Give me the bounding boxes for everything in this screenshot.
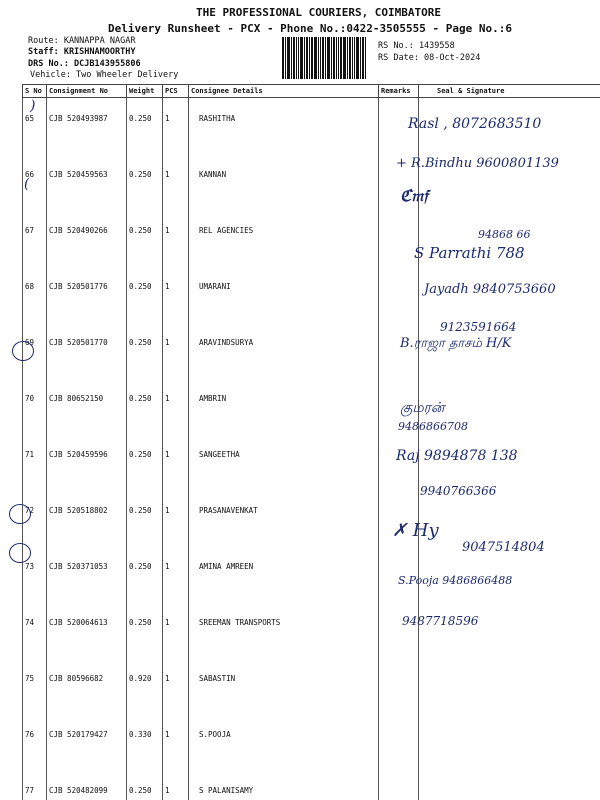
- row-remarks: [379, 210, 419, 266]
- row-weight: 0.250: [127, 546, 163, 602]
- tick-mark: (: [24, 176, 30, 192]
- col-header-signature: Seal & Signature: [419, 85, 600, 98]
- row-weight: 0.250: [127, 322, 163, 378]
- drs-number: DRS No.: DCJB143955806: [28, 59, 141, 69]
- col-header-sno: S No: [23, 85, 47, 98]
- row-consignee: S.POOJA: [189, 714, 379, 770]
- handwriting-77a: S.Pooja 9486866488: [398, 574, 513, 587]
- row-signature: [419, 658, 600, 714]
- row-consignee: KANNAN: [189, 154, 379, 210]
- row-weight: 0.250: [127, 490, 163, 546]
- row-sno: 77: [23, 770, 47, 800]
- row-circle-mark: [12, 341, 34, 361]
- row-weight: 0.250: [127, 602, 163, 658]
- row-pcs: 1: [163, 210, 189, 266]
- row-signature: [419, 602, 600, 658]
- handwriting-77b: 9487718596: [402, 614, 479, 628]
- row-pcs: 1: [163, 434, 189, 490]
- row-sno: 70: [23, 378, 47, 434]
- signature-75: ✗ Hy: [392, 520, 439, 541]
- row-remarks: [379, 266, 419, 322]
- row-pcs: 1: [163, 770, 189, 800]
- col-header-remarks: Remarks: [379, 85, 419, 98]
- row-pcs: 1: [163, 154, 189, 210]
- row-consignee: SREEMAN TRANSPORTS: [189, 602, 379, 658]
- row-consignment-no: CJB 520371053: [47, 546, 127, 602]
- row-consignment-no: CJB 520459563: [47, 154, 127, 210]
- row-consignment-no: CJB 520501770: [47, 322, 127, 378]
- row-consignment-no: CJB 80596682: [47, 658, 127, 714]
- row-weight: 0.250: [127, 98, 163, 155]
- row-sno: 71: [23, 434, 47, 490]
- staff: Staff: KRISHNAMOORTHY: [28, 47, 136, 57]
- row-consignee: PRASANAVENKAT: [189, 490, 379, 546]
- handwriting-68b: S Parrathi 788: [414, 244, 525, 262]
- rs-date: RS Date: 08-Oct-2024: [378, 53, 481, 63]
- row-signature: [419, 714, 600, 770]
- row-weight: 0.250: [127, 378, 163, 434]
- company-name: THE PROFESSIONAL COURIERS, COIMBATORE: [196, 6, 442, 19]
- rs-number: RS No.: 1439558: [378, 41, 455, 51]
- row-circle-mark: [9, 543, 31, 563]
- row-consignment-no: CJB 520459596: [47, 434, 127, 490]
- handwriting-71: B.ராஜா தாசம் H/K: [400, 336, 512, 351]
- row-consignee: AMBRIN: [189, 378, 379, 434]
- row-consignee: REL AGENCIES: [189, 210, 379, 266]
- row-remarks: [379, 714, 419, 770]
- row-sno: 76: [23, 714, 47, 770]
- row-remarks: [379, 658, 419, 714]
- handwriting-65: Rasl , 8072683510: [408, 116, 542, 132]
- row-pcs: 1: [163, 602, 189, 658]
- table-row: [23, 770, 600, 800]
- row-weight: 0.250: [127, 154, 163, 210]
- table-header-row: [23, 85, 600, 98]
- row-consignee: UMARANI: [189, 266, 379, 322]
- row-sno: 68: [23, 266, 47, 322]
- row-weight: 0.250: [127, 266, 163, 322]
- row-sno: 73: [23, 546, 47, 602]
- row-sno: 75: [23, 658, 47, 714]
- handwriting-73: 9486866708: [398, 420, 468, 433]
- row-circle-mark: [9, 504, 31, 524]
- row-consignee: SANGEETHA: [189, 434, 379, 490]
- table-row: [23, 490, 600, 546]
- row-remarks: [379, 770, 419, 800]
- handwriting-66: + R.Bindhu 9600801139: [396, 156, 559, 171]
- row-consignment-no: CJB 520490266: [47, 210, 127, 266]
- row-consignee: ARAVINDSURYA: [189, 322, 379, 378]
- row-remarks: [379, 602, 419, 658]
- route: Route: KANNAPPA NAGAR: [28, 36, 136, 46]
- col-header-pcs: PCS: [163, 85, 189, 98]
- tick-mark: ): [30, 98, 36, 114]
- row-consignment-no: CJB 520493987: [47, 98, 127, 155]
- table-row: [23, 378, 600, 434]
- handwriting-68a: 94868 66: [478, 228, 531, 241]
- runsheet-table: [22, 84, 600, 800]
- row-consignment-no: CJB 520501776: [47, 266, 127, 322]
- handwriting-70: 9123591664: [440, 320, 517, 334]
- row-consignment-no: CJB 520064613: [47, 602, 127, 658]
- row-consignment-no: CJB 80652150: [47, 378, 127, 434]
- row-sno: 65: [23, 98, 47, 155]
- row-sno: 69: [23, 322, 47, 378]
- handwriting-69: Jayadh 9840753660: [424, 282, 556, 297]
- signature-67: ℭ𝔪𝔣: [400, 186, 429, 205]
- barcode: [282, 37, 374, 79]
- row-weight: 0.250: [127, 434, 163, 490]
- row-pcs: 1: [163, 714, 189, 770]
- row-pcs: 1: [163, 98, 189, 155]
- row-weight: 0.920: [127, 658, 163, 714]
- row-weight: 0.250: [127, 770, 163, 800]
- row-sno: 74: [23, 602, 47, 658]
- vehicle: Vehicle: Two Wheeler Delivery: [30, 70, 179, 80]
- table-row: [23, 602, 600, 658]
- handwriting-75: 9940766366: [420, 484, 497, 498]
- row-weight: 0.250: [127, 210, 163, 266]
- row-sno: 72: [23, 490, 47, 546]
- row-consignee: S PALANISAMY: [189, 770, 379, 800]
- row-consignee: AMINA AMREEN: [189, 546, 379, 602]
- row-sno: 66: [23, 154, 47, 210]
- row-consignment-no: CJB 520179427: [47, 714, 127, 770]
- runsheet-title: Delivery Runsheet - PCX - Phone No.:0422-3505555 - Page No.:6: [108, 22, 512, 35]
- row-consignment-no: CJB 520518802: [47, 490, 127, 546]
- handwriting-76: 9047514804: [462, 540, 545, 555]
- row-pcs: 1: [163, 322, 189, 378]
- col-header-weight: Weight: [127, 85, 163, 98]
- handwriting-72: குமரன்: [400, 400, 445, 416]
- row-pcs: 1: [163, 546, 189, 602]
- row-consignee: SABASTIN: [189, 658, 379, 714]
- table-row: [23, 658, 600, 714]
- row-consignment-no: CJB 520482099: [47, 770, 127, 800]
- row-sno: 67: [23, 210, 47, 266]
- row-pcs: 1: [163, 658, 189, 714]
- row-pcs: 1: [163, 378, 189, 434]
- row-consignee: RASHITHA: [189, 98, 379, 155]
- row-weight: 0.330: [127, 714, 163, 770]
- row-signature: [419, 490, 600, 546]
- table-row: [23, 714, 600, 770]
- col-header-consignee: Consignee Details: [189, 85, 379, 98]
- row-pcs: 1: [163, 490, 189, 546]
- col-header-consignment: Consignment No: [47, 85, 127, 98]
- handwriting-74: Raj 9894878 138: [396, 448, 518, 464]
- row-pcs: 1: [163, 266, 189, 322]
- row-signature: [419, 770, 600, 800]
